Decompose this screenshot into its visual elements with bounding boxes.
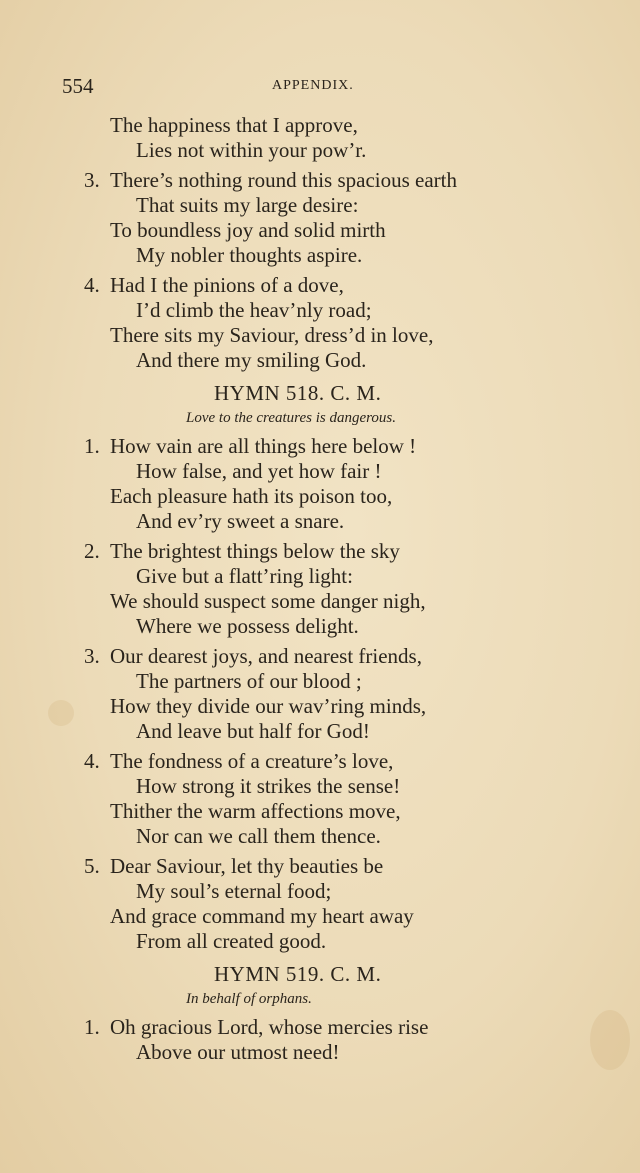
verse-line	[84, 138, 584, 163]
verse-text: The fondness of a creature’s love,	[110, 749, 394, 773]
verse-line	[84, 539, 584, 564]
verse-text: And grace command my heart away	[110, 904, 414, 928]
verse-text: Give but a flatt’ring light:	[136, 564, 353, 588]
hymn-subtitle: In behalf of orphans.	[186, 991, 312, 1007]
verse-line	[84, 243, 584, 268]
stanza-number: 4.	[84, 749, 100, 773]
verse-text: And ev’ry sweet a snare.	[136, 509, 345, 533]
verse-line	[84, 719, 584, 744]
verse-text: Thither the warm affections move,	[110, 799, 401, 823]
verse-text: The happiness that I approve,	[110, 113, 358, 137]
hymn-text	[84, 113, 584, 1070]
verse-text: Lies not within your pow’r.	[136, 138, 367, 162]
verse-line	[84, 273, 584, 298]
verse-line	[84, 904, 584, 929]
stanza	[84, 168, 584, 268]
verse-text: There sits my Saviour, dress’d in love,	[110, 323, 434, 347]
verse-line	[84, 669, 584, 694]
stanza	[84, 749, 584, 849]
verse-text: Where we possess delight.	[136, 614, 359, 638]
verse-line	[84, 564, 584, 589]
verse-line	[84, 193, 584, 218]
verse-line	[84, 694, 584, 719]
verse-text: How vain are all things here below !	[110, 434, 417, 458]
running-head: APPENDIX.	[272, 78, 354, 93]
stanza-number: 1.	[84, 434, 100, 458]
verse-line	[84, 614, 584, 639]
verse-line	[84, 168, 584, 193]
verse-line	[84, 298, 584, 323]
verse-line	[84, 824, 584, 849]
verse-text: And leave but half for God!	[136, 719, 370, 743]
verse-line	[84, 1015, 584, 1040]
verse-line	[84, 774, 584, 799]
verse-line	[84, 218, 584, 243]
verse-line	[84, 509, 584, 534]
stanza-number: 5.	[84, 854, 100, 878]
verse-text: Nor can we call them thence.	[136, 824, 381, 848]
stanza	[84, 113, 584, 163]
verse-line	[84, 749, 584, 774]
verse-line	[84, 348, 584, 373]
hymn-title: HYMN 518. C. M.	[214, 381, 382, 405]
verse-line	[84, 459, 584, 484]
verse-text: Our dearest joys, and nearest friends,	[110, 644, 422, 668]
verse-line	[84, 323, 584, 348]
page-header	[62, 74, 532, 102]
stanza	[84, 539, 584, 639]
verse-text: How they divide our wav’ring minds,	[110, 694, 427, 718]
verse-text: Had I the pinions of a dove,	[110, 273, 344, 297]
stanza-number: 3.	[84, 644, 100, 668]
verse-text: To boundless joy and solid mirth	[110, 218, 386, 242]
verse-text: How strong it strikes the sense!	[136, 774, 401, 798]
verse-text: Above our utmost need!	[136, 1040, 340, 1064]
verse-text: My soul’s eternal food;	[136, 879, 332, 903]
verse-line	[84, 854, 584, 879]
verse-line	[84, 879, 584, 904]
verse-text: From all created good.	[136, 929, 327, 953]
stanza-number: 2.	[84, 539, 100, 563]
stanza	[84, 854, 584, 954]
stanza-number: 1.	[84, 1015, 100, 1039]
verse-text: Each pleasure hath its poison too,	[110, 484, 393, 508]
verse-text: How false, and yet how fair !	[136, 459, 382, 483]
stanza	[84, 1015, 584, 1065]
verse-text: I’d climb the heav’nly road;	[136, 298, 372, 322]
verse-text: We should suspect some danger nigh,	[110, 589, 426, 613]
verse-line	[84, 644, 584, 669]
paper-stain	[590, 1010, 630, 1070]
verse-text: That suits my large desire:	[136, 193, 359, 217]
verse-text: Oh gracious Lord, whose mercies rise	[110, 1015, 429, 1039]
stanza	[84, 273, 584, 373]
verse-line	[84, 589, 584, 614]
verse-text: My nobler thoughts aspire.	[136, 243, 363, 267]
verse-text: Dear Saviour, let thy beauties be	[110, 854, 384, 878]
stanza-number: 4.	[84, 273, 100, 297]
verse-line	[84, 484, 584, 509]
stanza-number: 3.	[84, 168, 100, 192]
paper-stain	[48, 700, 74, 726]
page-number: 554	[62, 74, 94, 98]
verse-line	[84, 1040, 584, 1065]
verse-line	[84, 434, 584, 459]
verse-text: The partners of our blood ;	[136, 669, 362, 693]
verse-line	[84, 799, 584, 824]
verse-text: And there my smiling God.	[136, 348, 367, 372]
verse-line	[84, 113, 584, 138]
verse-line	[84, 929, 584, 954]
verse-text: The brightest things below the sky	[110, 539, 400, 563]
hymn-subtitle: Love to the creatures is dangerous.	[186, 410, 396, 426]
stanza	[84, 434, 584, 534]
hymn-title: HYMN 519. C. M.	[214, 962, 382, 986]
verse-text: There’s nothing round this spacious earth	[110, 168, 458, 192]
stanza	[84, 644, 584, 744]
